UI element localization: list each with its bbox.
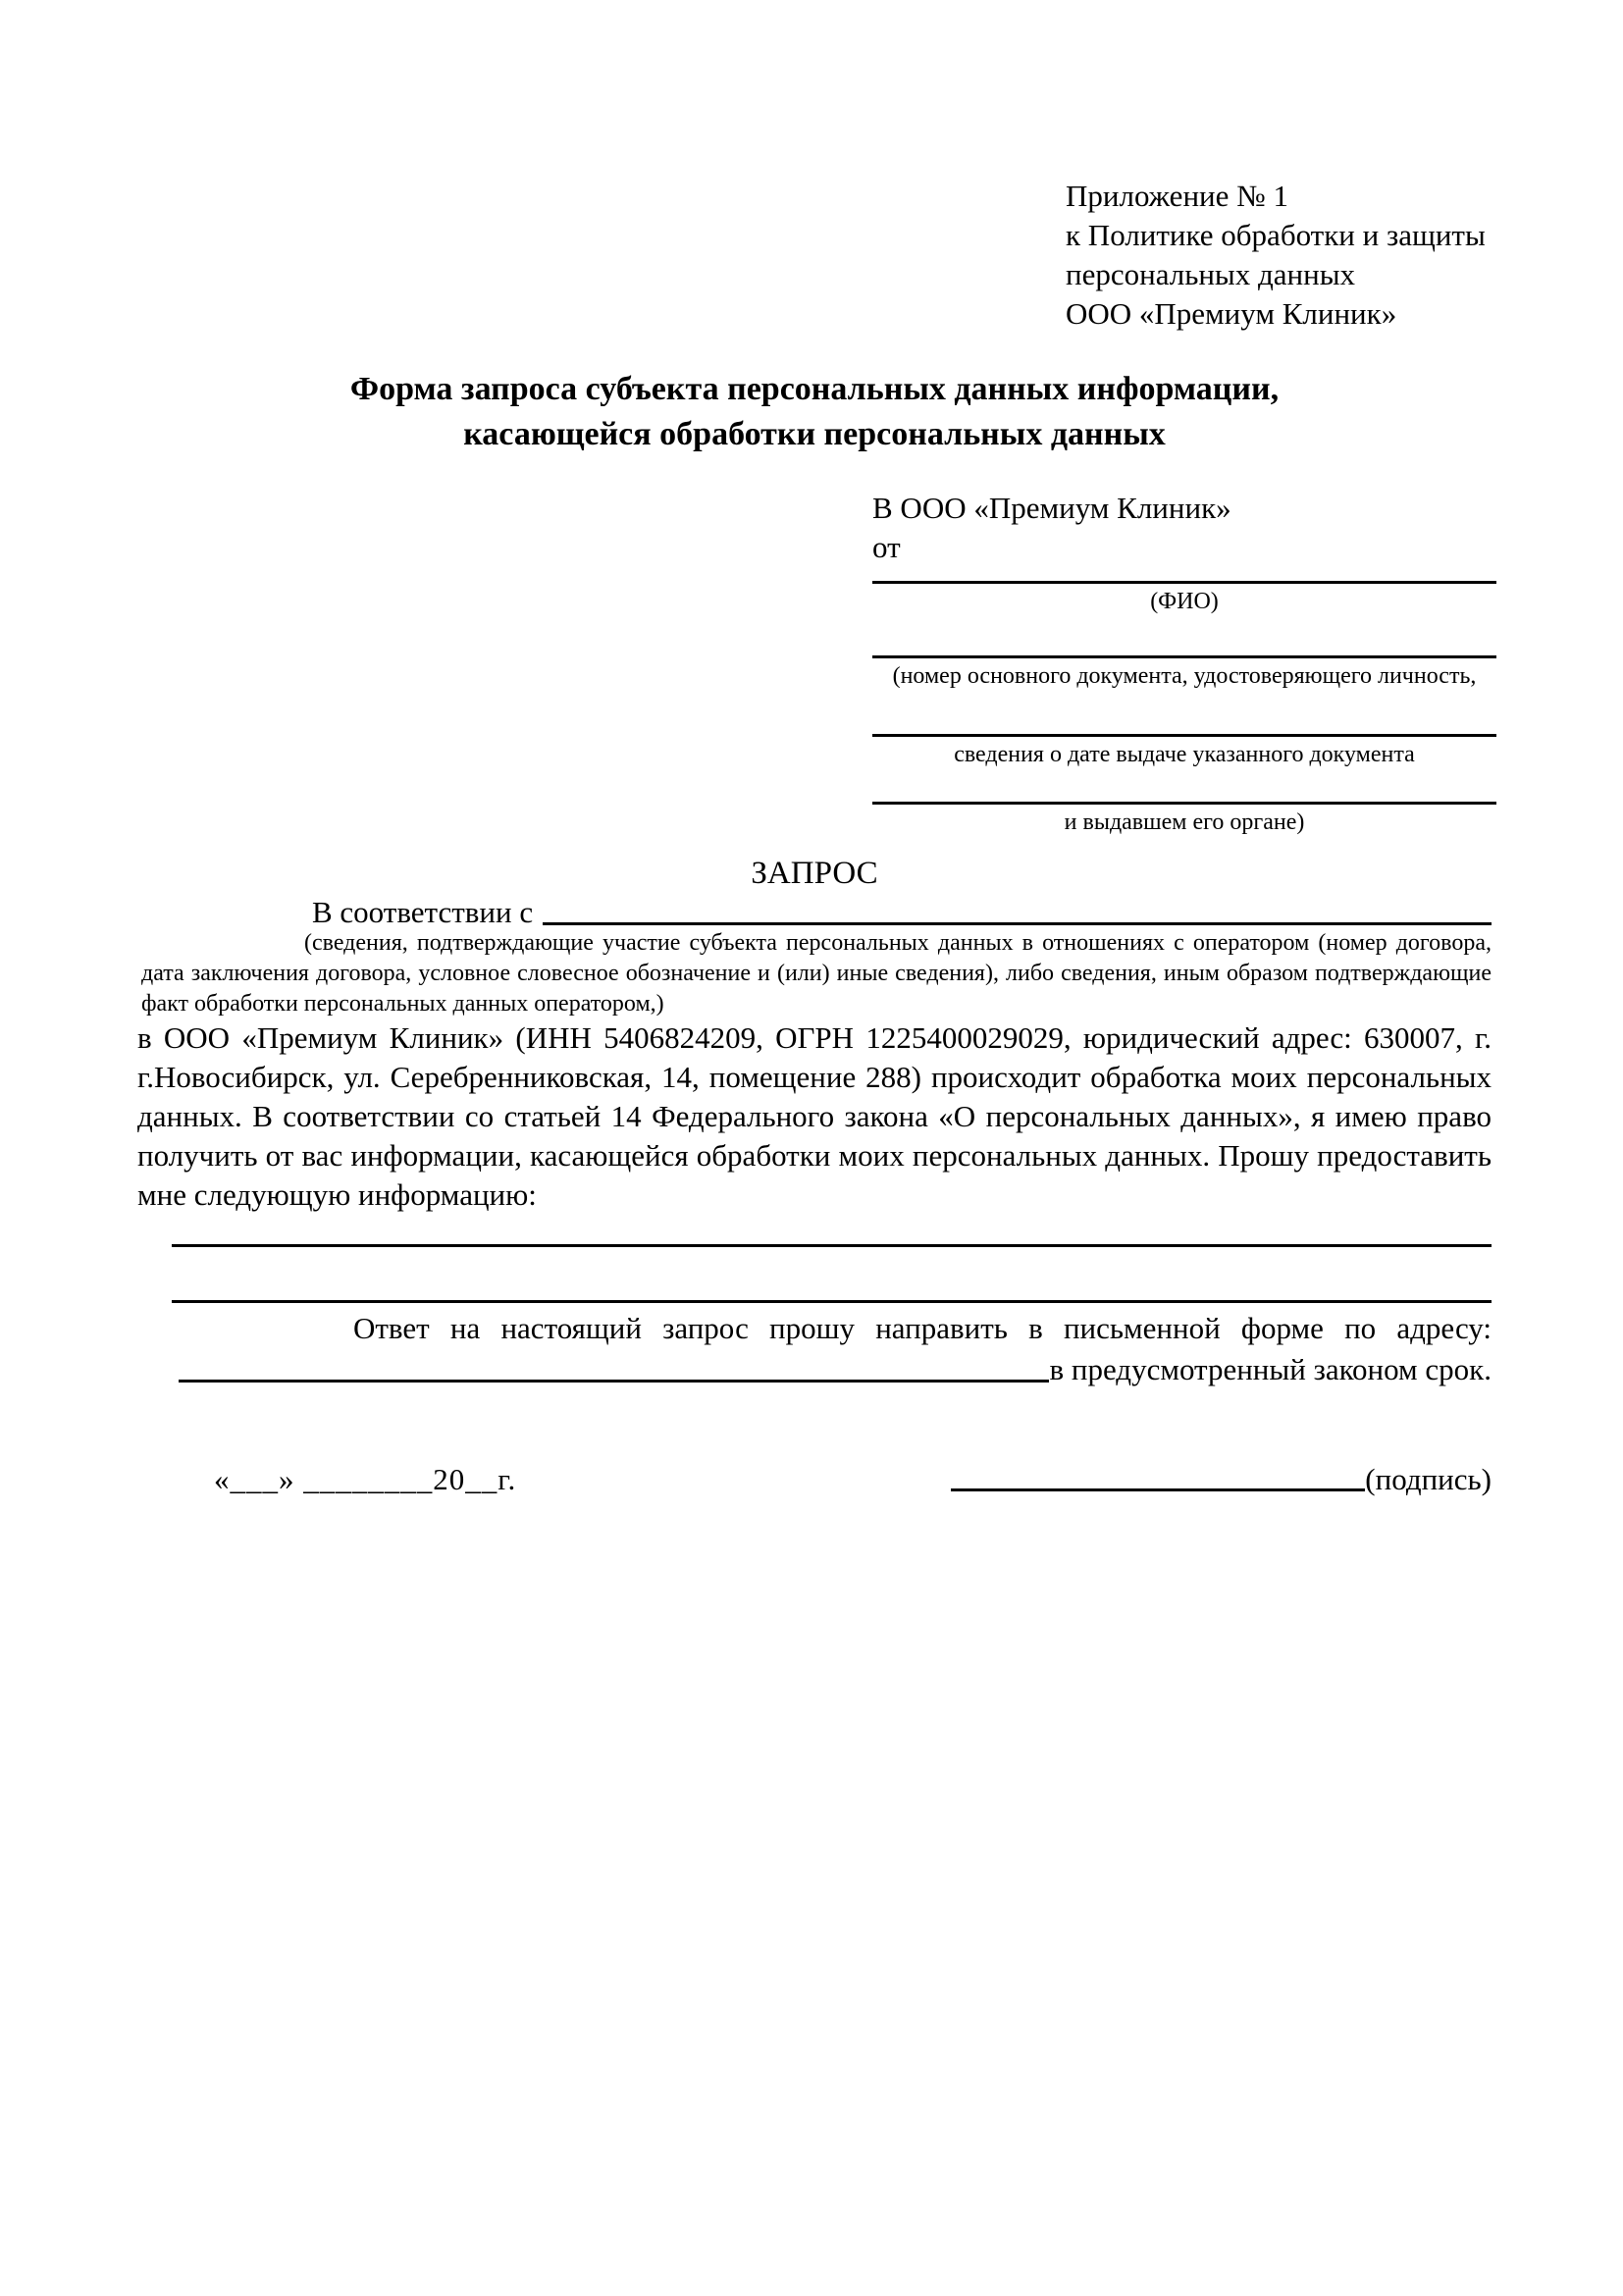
signature-blank-line (951, 1488, 1365, 1491)
document-number-field (872, 655, 1496, 691)
accordance-blank-line (543, 922, 1492, 925)
information-blank-line-1 (172, 1244, 1492, 1247)
request-body-paragraph: в ООО «Премиум Клиник» (ИНН 5406824209, ОГРН 1225400029029, юридический адрес: 630007, г. г.Новосибирск, ул. Серебренниковская, 14, помещение 288) происходит обработка моих персональных данных. В соответствии со статьей 14 Федерального закона «О персональных данных», я имею право получить от вас информации, касающейся обработки моих персональных данных. Прошу предоставить мне следующую информацию: (137, 1020, 1492, 1212)
reply-address-row (137, 1348, 1492, 1387)
fio-field-caption: (ФИО) (1150, 589, 1219, 614)
document-number-field-caption: (номер основного документа, удостоверяющего личность, (892, 663, 1477, 689)
appendix-line-3: персональных данных (1066, 257, 1356, 291)
reply-sentence: Ответ на настоящий запрос прошу направить в письменной форме по адресу: (353, 1311, 1492, 1345)
reply-tail-text: в предусмотренный законом срок. (1049, 1352, 1492, 1386)
issuing-authority-field-caption: и выдавшем его органе) (1064, 809, 1305, 835)
appendix-block (1066, 177, 1486, 334)
information-blank-line-2 (172, 1300, 1492, 1303)
form-title-line-2: касающейся обработки персональных данных (463, 416, 1166, 452)
date-blank: «___» ________20__г. (214, 1462, 517, 1496)
issuing-authority-field (872, 802, 1496, 837)
addressee-to: В ООО «Премиум Клиник» (872, 491, 1231, 525)
accordance-label: В соответствии с (312, 895, 534, 929)
date-signature-row (137, 1454, 1492, 1497)
signature-group (951, 1462, 1492, 1497)
fio-field (872, 581, 1496, 616)
address-blank-line (179, 1380, 1049, 1383)
appendix-line-2: к Политике обработки и защиты (1066, 218, 1486, 252)
issue-date-field-caption: сведения о дате выдаче указанного документа (954, 742, 1415, 767)
request-heading: ЗАПРОС (751, 856, 878, 891)
addressee-from: от (872, 530, 901, 564)
appendix-line-1: Приложение № 1 (1066, 179, 1288, 213)
addressee-block (872, 489, 1496, 837)
appendix-line-4: ООО «Премиум Клиник» (1066, 296, 1397, 331)
accordance-row (137, 891, 1492, 930)
issue-date-field (872, 734, 1496, 769)
signature-label: (подпись) (1365, 1462, 1492, 1496)
form-title-line-1: Форма запроса субъекта персональных данных информации, (349, 371, 1280, 407)
explanatory-note: (сведения, подтверждающие участие субъекта персональных данных в отношениях с оператором (номер договора, дата заключения договора, условное словесное обозначение и (или) иные сведения), либо сведения, иным образом подтверждающие факт обработки персональных данных оператором,) (141, 930, 1492, 1017)
form-title (137, 367, 1492, 457)
